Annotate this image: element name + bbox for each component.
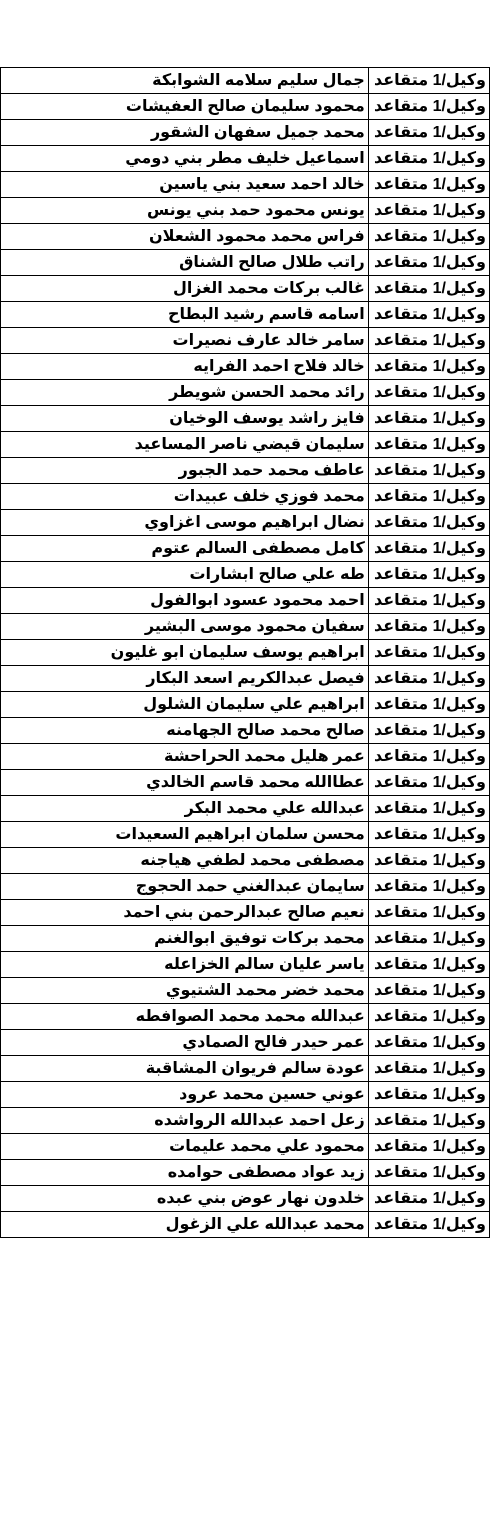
name-cell: جمال سليم سلامه الشوابكة: [1, 68, 369, 94]
rank-cell: وكيل/1 متقاعد: [368, 744, 489, 770]
table-row: [1, 744, 490, 770]
rank-cell: وكيل/1 متقاعد: [368, 380, 489, 406]
name-cell: مصطفى محمد لطفي هياجنه: [1, 848, 369, 874]
rank-cell: وكيل/1 متقاعد: [368, 302, 489, 328]
table-row: [1, 848, 490, 874]
name-cell: عودة سالم فريوان المشاقبة: [1, 1056, 369, 1082]
table-row: [1, 328, 490, 354]
name-cell: اسامه قاسم رشيد البطاح: [1, 302, 369, 328]
table-row: [1, 718, 490, 744]
name-cell: زيد عواد مصطفى حوامده: [1, 1160, 369, 1186]
table-row: [1, 146, 490, 172]
name-cell: محمد فوزي خلف عبيدات: [1, 484, 369, 510]
rank-cell: وكيل/1 متقاعد: [368, 1082, 489, 1108]
name-cell: عمر حيدر فالح الصمادي: [1, 1030, 369, 1056]
rank-cell: وكيل/1 متقاعد: [368, 94, 489, 120]
rank-cell: وكيل/1 متقاعد: [368, 276, 489, 302]
table-row: [1, 536, 490, 562]
rank-cell: وكيل/1 متقاعد: [368, 536, 489, 562]
name-cell: فراس محمد محمود الشعلان: [1, 224, 369, 250]
name-cell: رائد محمد الحسن شويطر: [1, 380, 369, 406]
table-row: [1, 926, 490, 952]
table-row: [1, 770, 490, 796]
name-cell: ياسر عليان سالم الخزاعله: [1, 952, 369, 978]
name-cell: خلدون نهار عوض بني عبده: [1, 1186, 369, 1212]
table-row: [1, 406, 490, 432]
table-row: [1, 1212, 490, 1238]
rank-cell: وكيل/1 متقاعد: [368, 224, 489, 250]
rank-cell: وكيل/1 متقاعد: [368, 926, 489, 952]
table-row: [1, 692, 490, 718]
rank-cell: وكيل/1 متقاعد: [368, 250, 489, 276]
table-row: [1, 198, 490, 224]
table-row: [1, 562, 490, 588]
rank-cell: وكيل/1 متقاعد: [368, 1056, 489, 1082]
rank-cell: وكيل/1 متقاعد: [368, 640, 489, 666]
rank-cell: وكيل/1 متقاعد: [368, 874, 489, 900]
name-cell: عبدالله محمد محمد الصوافطه: [1, 1004, 369, 1030]
rank-cell: وكيل/1 متقاعد: [368, 718, 489, 744]
rank-cell: وكيل/1 متقاعد: [368, 484, 489, 510]
table-row: [1, 432, 490, 458]
rank-cell: وكيل/1 متقاعد: [368, 354, 489, 380]
rank-cell: وكيل/1 متقاعد: [368, 770, 489, 796]
rank-cell: وكيل/1 متقاعد: [368, 562, 489, 588]
rank-cell: وكيل/1 متقاعد: [368, 1186, 489, 1212]
name-cell: سليمان قيضي ناصر المساعيد: [1, 432, 369, 458]
rank-cell: وكيل/1 متقاعد: [368, 1212, 489, 1238]
rank-cell: وكيل/1 متقاعد: [368, 146, 489, 172]
table-row: [1, 120, 490, 146]
table-row: [1, 510, 490, 536]
name-cell: نضال ابراهيم موسى اغزاوي: [1, 510, 369, 536]
name-cell: محمد عبدالله علي الزغول: [1, 1212, 369, 1238]
name-cell: احمد محمود عسود ابوالفول: [1, 588, 369, 614]
rank-cell: وكيل/1 متقاعد: [368, 172, 489, 198]
name-cell: يونس محمود حمد بني يونس: [1, 198, 369, 224]
name-cell: كامل مصطفى السالم عتوم: [1, 536, 369, 562]
rank-cell: وكيل/1 متقاعد: [368, 978, 489, 1004]
table-row: [1, 1134, 490, 1160]
rank-cell: وكيل/1 متقاعد: [368, 796, 489, 822]
name-cell: اسماعيل خليف مطر بني دومي: [1, 146, 369, 172]
name-cell: محمد بركات توفيق ابوالغنم: [1, 926, 369, 952]
table-row: [1, 1056, 490, 1082]
rank-cell: وكيل/1 متقاعد: [368, 432, 489, 458]
table-row: [1, 1030, 490, 1056]
name-cell: عمر هليل محمد الحراحشة: [1, 744, 369, 770]
name-cell: محمد خضر محمد الشتيوي: [1, 978, 369, 1004]
rank-cell: وكيل/1 متقاعد: [368, 692, 489, 718]
name-cell: طه علي صالح ابشارات: [1, 562, 369, 588]
name-cell: ابراهيم يوسف سليمان ابو غليون: [1, 640, 369, 666]
rank-cell: وكيل/1 متقاعد: [368, 1108, 489, 1134]
rank-cell: وكيل/1 متقاعد: [368, 1160, 489, 1186]
name-cell: خالد فلاح احمد الفرايه: [1, 354, 369, 380]
name-cell: صالح محمد صالح الجهامنه: [1, 718, 369, 744]
table-row: [1, 1004, 490, 1030]
name-cell: عطاالله محمد قاسم الخالدي: [1, 770, 369, 796]
rank-cell: وكيل/1 متقاعد: [368, 1030, 489, 1056]
name-cell: محمود سليمان صالح العفيشات: [1, 94, 369, 120]
table-row: [1, 1108, 490, 1134]
table-row: [1, 796, 490, 822]
roster-sheet: [0, 67, 490, 1238]
table-row: [1, 874, 490, 900]
rank-cell: وكيل/1 متقاعد: [368, 900, 489, 926]
table-row: [1, 484, 490, 510]
rank-cell: وكيل/1 متقاعد: [368, 1004, 489, 1030]
rank-cell: وكيل/1 متقاعد: [368, 614, 489, 640]
table-row: [1, 354, 490, 380]
table-row: [1, 68, 490, 94]
table-row: [1, 1082, 490, 1108]
rank-cell: وكيل/1 متقاعد: [368, 510, 489, 536]
table-row: [1, 380, 490, 406]
table-row: [1, 640, 490, 666]
name-cell: محسن سلمان ابراهيم السعيدات: [1, 822, 369, 848]
rank-cell: وكيل/1 متقاعد: [368, 952, 489, 978]
table-row: [1, 1160, 490, 1186]
rank-cell: وكيل/1 متقاعد: [368, 68, 489, 94]
rank-cell: وكيل/1 متقاعد: [368, 848, 489, 874]
rank-cell: وكيل/1 متقاعد: [368, 120, 489, 146]
table-row: [1, 614, 490, 640]
name-cell: راتب طلال صالح الشناق: [1, 250, 369, 276]
rank-cell: وكيل/1 متقاعد: [368, 328, 489, 354]
name-cell: سايمان عبدالغني حمد الحجوج: [1, 874, 369, 900]
table-row: [1, 588, 490, 614]
name-cell: فيصل عبدالكريم اسعد البكار: [1, 666, 369, 692]
rank-cell: وكيل/1 متقاعد: [368, 822, 489, 848]
name-cell: غالب بركات محمد الغزال: [1, 276, 369, 302]
rank-cell: وكيل/1 متقاعد: [368, 458, 489, 484]
name-cell: سامر خالد عارف نصيرات: [1, 328, 369, 354]
table-row: [1, 1186, 490, 1212]
rank-cell: وكيل/1 متقاعد: [368, 588, 489, 614]
roster-table: [0, 67, 490, 1238]
table-row: [1, 822, 490, 848]
rank-cell: وكيل/1 متقاعد: [368, 198, 489, 224]
table-row: [1, 978, 490, 1004]
table-row: [1, 224, 490, 250]
name-cell: ابراهيم علي سليمان الشلول: [1, 692, 369, 718]
table-row: [1, 250, 490, 276]
name-cell: عاطف محمد حمد الجبور: [1, 458, 369, 484]
table-row: [1, 276, 490, 302]
rank-cell: وكيل/1 متقاعد: [368, 1134, 489, 1160]
name-cell: محمد جميل سفهان الشقور: [1, 120, 369, 146]
name-cell: سفيان محمود موسى البشير: [1, 614, 369, 640]
table-row: [1, 302, 490, 328]
name-cell: خالد احمد سعيد بني ياسين: [1, 172, 369, 198]
name-cell: فايز راشد يوسف الوخيان: [1, 406, 369, 432]
table-row: [1, 666, 490, 692]
table-row: [1, 900, 490, 926]
table-row: [1, 952, 490, 978]
table-row: [1, 172, 490, 198]
name-cell: عوني حسين محمد عرود: [1, 1082, 369, 1108]
rank-cell: وكيل/1 متقاعد: [368, 666, 489, 692]
name-cell: زعل احمد عبدالله الرواشده: [1, 1108, 369, 1134]
name-cell: عبدالله علي محمد البكر: [1, 796, 369, 822]
rank-cell: وكيل/1 متقاعد: [368, 406, 489, 432]
name-cell: نعيم صالح عبدالرحمن بني احمد: [1, 900, 369, 926]
table-row: [1, 458, 490, 484]
table-row: [1, 94, 490, 120]
name-cell: محمود علي محمد عليمات: [1, 1134, 369, 1160]
roster-table-body: [1, 68, 490, 1238]
